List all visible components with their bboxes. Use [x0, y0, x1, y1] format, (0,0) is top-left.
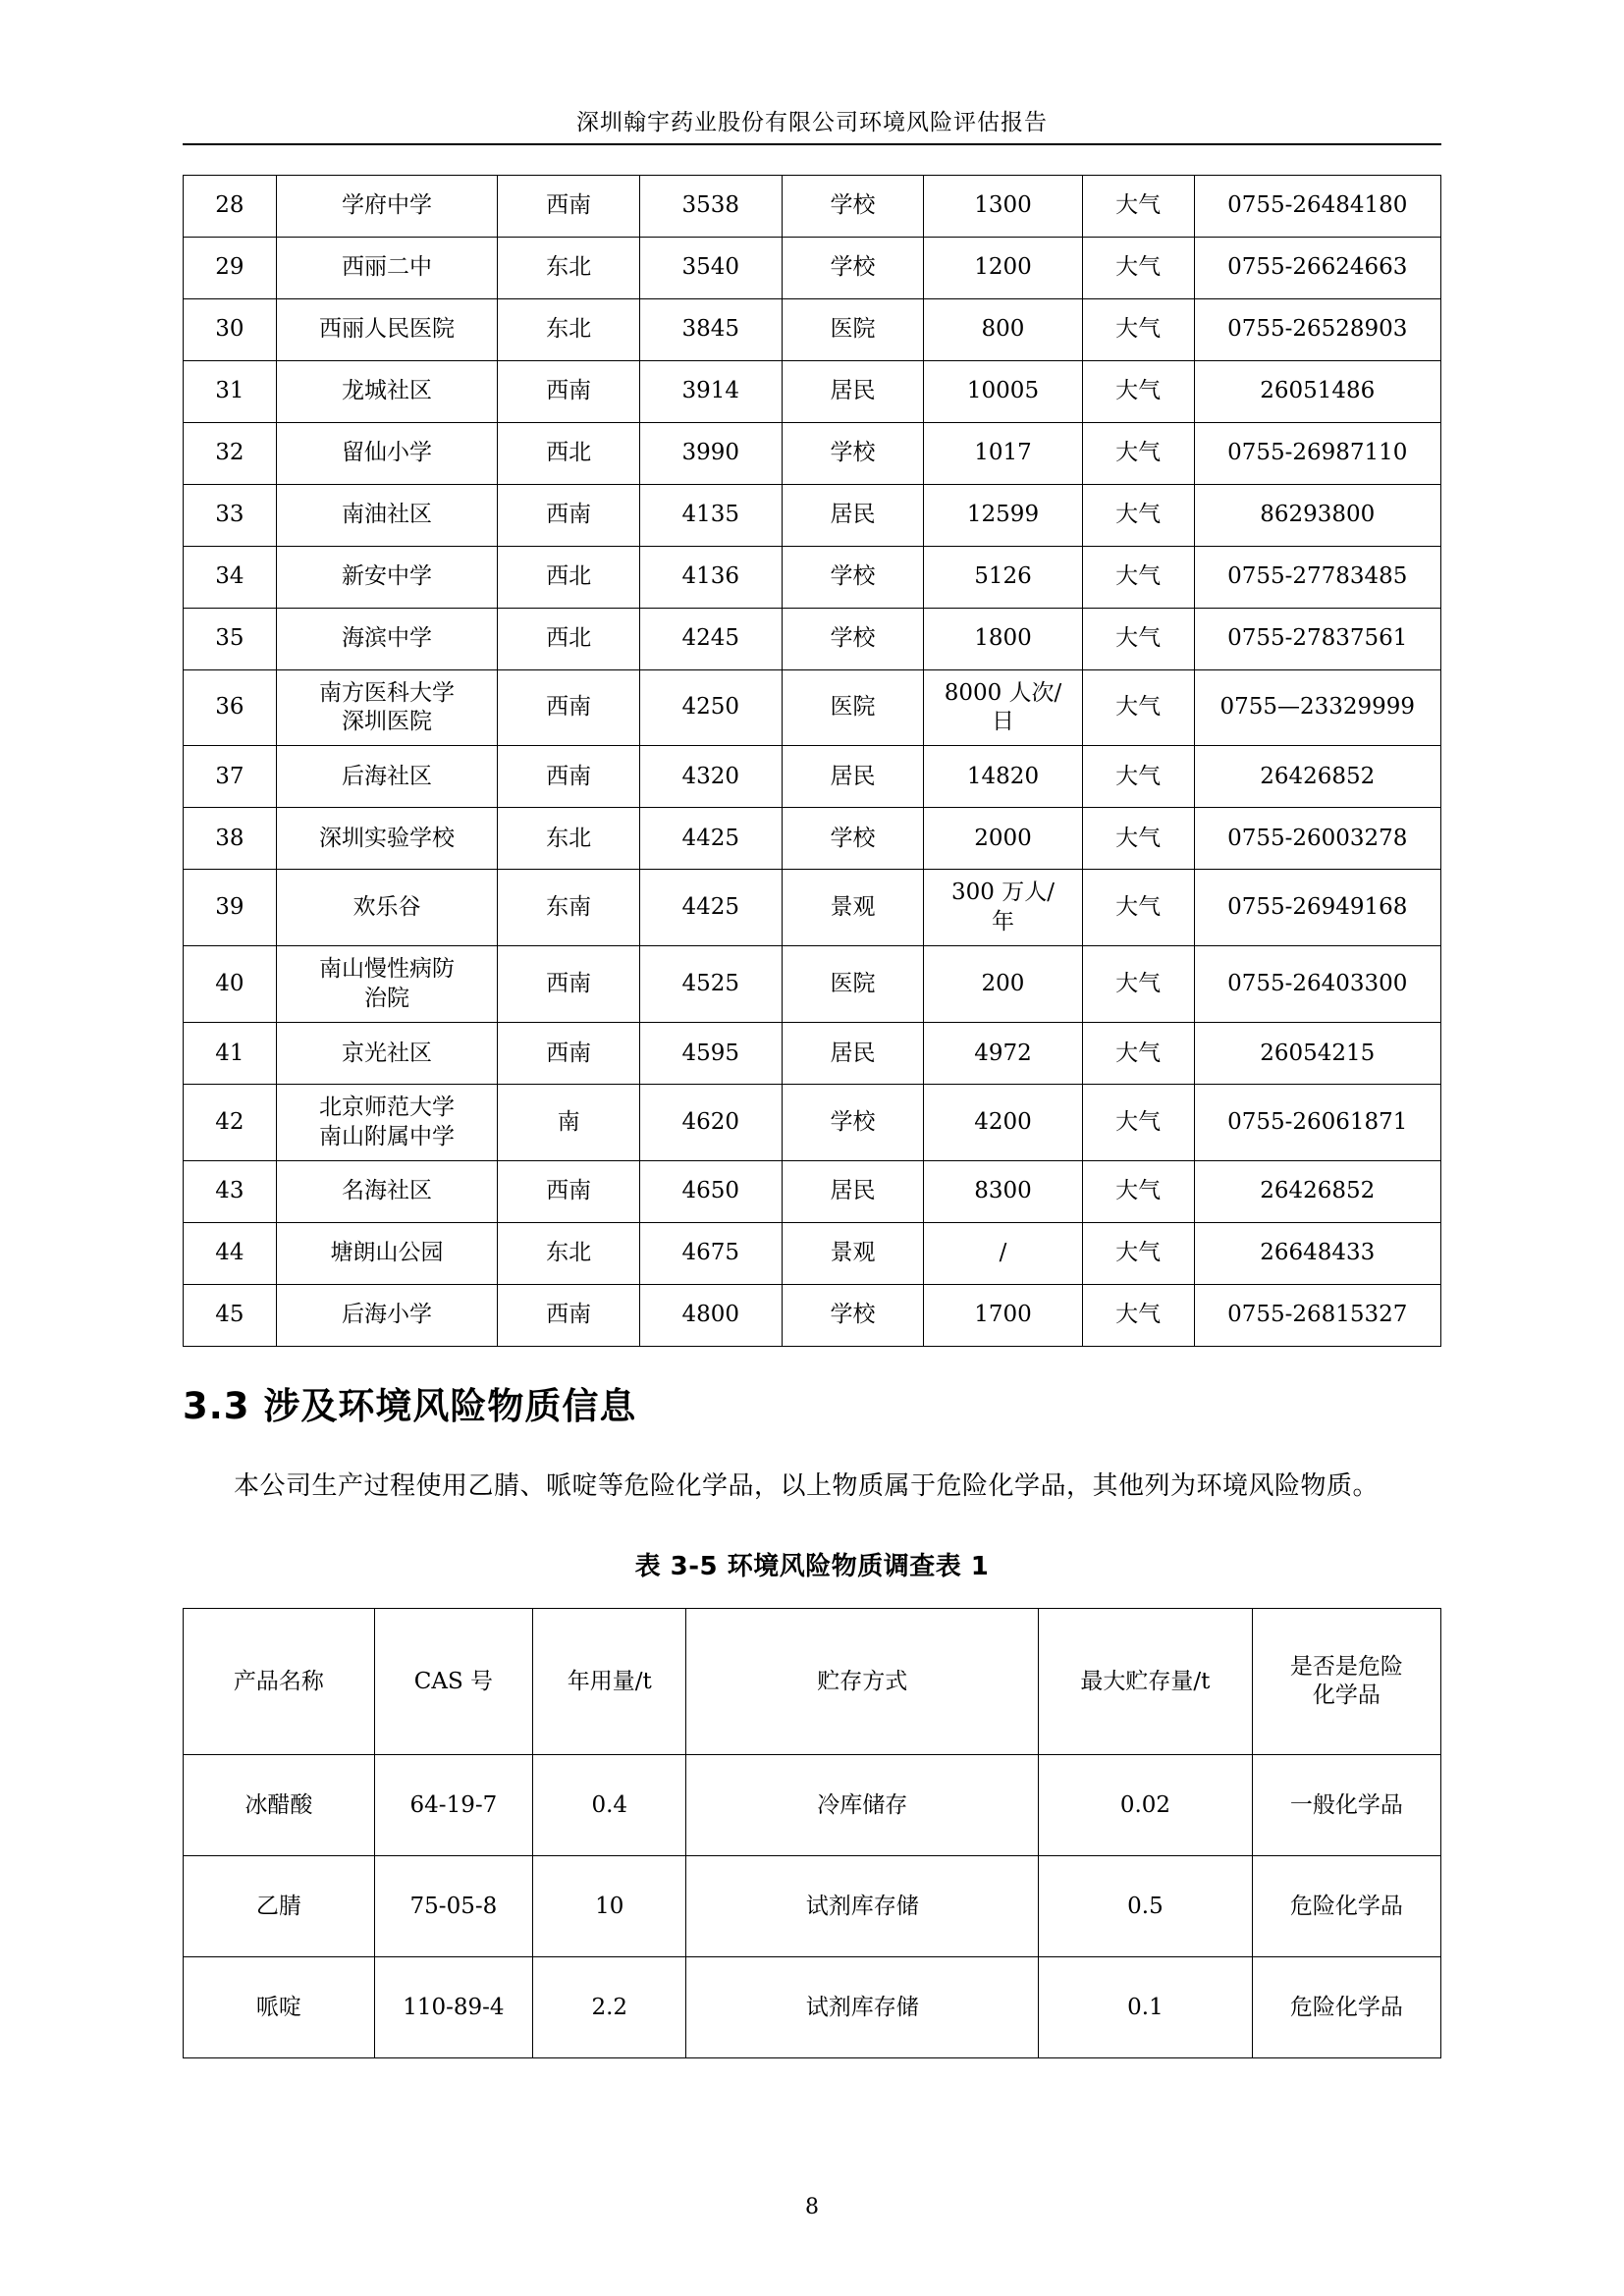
- receptor-name: 海滨中学: [276, 608, 497, 669]
- table-row: [184, 484, 1441, 546]
- receptor-tel: 26426852: [1194, 1161, 1441, 1223]
- receptor-name: 后海小学: [276, 1285, 497, 1347]
- receptor-tel: 26426852: [1194, 746, 1441, 808]
- receptor-direction: 西南: [498, 746, 640, 808]
- receptor-name: 学府中学: [276, 175, 497, 237]
- receptor-distance: 4800: [639, 1285, 782, 1347]
- receptor-direction: 东北: [498, 237, 640, 298]
- receptor-tel: 0755-26403300: [1194, 946, 1441, 1023]
- receptor-medium: 大气: [1082, 175, 1194, 237]
- receptor-medium: 大气: [1082, 1161, 1194, 1223]
- table-row: [184, 669, 1441, 746]
- page-header: [0, 0, 1624, 145]
- table-row: [184, 1755, 1441, 1856]
- row-index: 29: [184, 237, 277, 298]
- cell-max-storage: 0.1: [1039, 1957, 1253, 2058]
- row-index: 45: [184, 1285, 277, 1347]
- header-is-hazardous: 是否是危险 化学品: [1252, 1609, 1440, 1755]
- receptor-medium: 大气: [1082, 1223, 1194, 1285]
- cell-cas-number: 64-19-7: [374, 1755, 532, 1856]
- receptor-distance: 4675: [639, 1223, 782, 1285]
- table-row: [184, 746, 1441, 808]
- receptor-tel: 86293800: [1194, 484, 1441, 546]
- table-row: [184, 298, 1441, 360]
- receptor-direction: 西南: [498, 360, 640, 422]
- receptor-population: 2000: [924, 808, 1082, 870]
- row-index: 43: [184, 1161, 277, 1223]
- receptor-population: 5126: [924, 546, 1082, 608]
- receptor-name: 欢乐谷: [276, 870, 497, 946]
- receptor-medium: 大气: [1082, 298, 1194, 360]
- receptor-name: 西丽人民医院: [276, 298, 497, 360]
- receptor-population: 12599: [924, 484, 1082, 546]
- receptor-tel: 0755-26624663: [1194, 237, 1441, 298]
- cell-annual-use: 0.4: [533, 1755, 686, 1856]
- table-row: [184, 422, 1441, 484]
- receptor-distance: 3540: [639, 237, 782, 298]
- receptor-population: 1800: [924, 608, 1082, 669]
- receptor-medium: 大气: [1082, 360, 1194, 422]
- chem-table-caption: 表 3-5 环境风险物质调查表 1: [634, 1552, 990, 1582]
- cell-cas-number: 75-05-8: [374, 1856, 532, 1957]
- receptor-population: 8300: [924, 1161, 1082, 1223]
- page-number: 8: [805, 2195, 819, 2219]
- receptor-direction: 南: [498, 1085, 640, 1161]
- cell-is-hazardous: 一般化学品: [1252, 1755, 1440, 1856]
- cell-storage-method: 冷库储存: [686, 1755, 1039, 1856]
- header-annual-use: 年用量/t: [533, 1609, 686, 1755]
- table-row: [184, 237, 1441, 298]
- receptor-population: 1700: [924, 1285, 1082, 1347]
- receptor-population: 300 万人/ 年: [924, 870, 1082, 946]
- receptor-medium: 大气: [1082, 1285, 1194, 1347]
- receptor-medium: 大气: [1082, 608, 1194, 669]
- receptor-distance: 3538: [639, 175, 782, 237]
- row-index: 41: [184, 1023, 277, 1085]
- receptor-distance: 3990: [639, 422, 782, 484]
- receptor-distance: 4245: [639, 608, 782, 669]
- receptor-medium: 大气: [1082, 870, 1194, 946]
- cell-is-hazardous: 危险化学品: [1252, 1957, 1440, 2058]
- table-row: [184, 1223, 1441, 1285]
- row-index: 31: [184, 360, 277, 422]
- receptor-population: 800: [924, 298, 1082, 360]
- receptor-name: 京光社区: [276, 1023, 497, 1085]
- cell-is-hazardous: 危险化学品: [1252, 1856, 1440, 1957]
- receptor-population: 14820: [924, 746, 1082, 808]
- receptor-distance: 4320: [639, 746, 782, 808]
- receptor-type: 居民: [782, 746, 924, 808]
- receptor-name: 南山慢性病防 治院: [276, 946, 497, 1023]
- table-row: [184, 946, 1441, 1023]
- receptor-direction: 西南: [498, 1023, 640, 1085]
- receptor-type: 居民: [782, 484, 924, 546]
- row-index: 34: [184, 546, 277, 608]
- row-index: 32: [184, 422, 277, 484]
- table-row: [184, 1856, 1441, 1957]
- receptor-type: 学校: [782, 422, 924, 484]
- receptor-type: 景观: [782, 870, 924, 946]
- receptor-name: 龙城社区: [276, 360, 497, 422]
- receptor-name: 塘朗山公园: [276, 1223, 497, 1285]
- table-header-row: [184, 1609, 1441, 1755]
- receptor-type: 居民: [782, 1161, 924, 1223]
- receptor-distance: 4620: [639, 1085, 782, 1161]
- receptor-name: 深圳实验学校: [276, 808, 497, 870]
- row-index: 44: [184, 1223, 277, 1285]
- receptor-direction: 西南: [498, 669, 640, 746]
- cell-product-name: 冰醋酸: [184, 1755, 375, 1856]
- header-cas-number: CAS 号: [374, 1609, 532, 1755]
- header-title: 深圳翰宇药业股份有限公司环境风险评估报告: [576, 110, 1048, 135]
- cell-annual-use: 2.2: [533, 1957, 686, 2058]
- cell-annual-use: 10: [533, 1856, 686, 1957]
- receptor-direction: 东北: [498, 808, 640, 870]
- receptor-type: 医院: [782, 298, 924, 360]
- cell-product-name: 乙腈: [184, 1856, 375, 1957]
- row-index: 33: [184, 484, 277, 546]
- receptor-direction: 东北: [498, 298, 640, 360]
- receptor-direction: 西北: [498, 422, 640, 484]
- receptor-type: 学校: [782, 808, 924, 870]
- receptor-type: 医院: [782, 946, 924, 1023]
- cell-product-name: 哌啶: [184, 1957, 375, 2058]
- receptor-population: 200: [924, 946, 1082, 1023]
- receptor-type: 学校: [782, 237, 924, 298]
- cell-cas-number: 110-89-4: [374, 1957, 532, 2058]
- receptor-type: 学校: [782, 1285, 924, 1347]
- receptor-type: 学校: [782, 546, 924, 608]
- receptor-tel: 0755-27783485: [1194, 546, 1441, 608]
- receptor-population: 1200: [924, 237, 1082, 298]
- receptor-tel: 0755-26484180: [1194, 175, 1441, 237]
- receptor-population: 1017: [924, 422, 1082, 484]
- header-rule: [183, 143, 1441, 145]
- receptor-tel: 0755-27837561: [1194, 608, 1441, 669]
- receptor-direction: 西南: [498, 946, 640, 1023]
- receptor-distance: 4250: [639, 669, 782, 746]
- page-footer: [0, 2195, 1624, 2219]
- receptor-name: 南油社区: [276, 484, 497, 546]
- row-index: 39: [184, 870, 277, 946]
- receptor-type: 医院: [782, 669, 924, 746]
- environmental-receptor-table: [183, 175, 1441, 1348]
- row-index: 42: [184, 1085, 277, 1161]
- receptor-tel: 0755-26987110: [1194, 422, 1441, 484]
- receptor-tel: 0755-26949168: [1194, 870, 1441, 946]
- receptor-medium: 大气: [1082, 546, 1194, 608]
- table-row: [184, 808, 1441, 870]
- receptor-direction: 西北: [498, 608, 640, 669]
- row-index: 38: [184, 808, 277, 870]
- page-content: [0, 175, 1624, 2059]
- receptor-medium: 大气: [1082, 1085, 1194, 1161]
- receptor-medium: 大气: [1082, 484, 1194, 546]
- receptor-tel: 26054215: [1194, 1023, 1441, 1085]
- receptor-tel: 0755—23329999: [1194, 669, 1441, 746]
- receptor-tel: 0755-26061871: [1194, 1085, 1441, 1161]
- risk-substance-table: [183, 1608, 1441, 2058]
- receptor-direction: 西南: [498, 1285, 640, 1347]
- receptor-population: 1300: [924, 175, 1082, 237]
- receptor-type: 居民: [782, 360, 924, 422]
- receptor-distance: 4595: [639, 1023, 782, 1085]
- receptor-distance: 4136: [639, 546, 782, 608]
- receptor-direction: 东南: [498, 870, 640, 946]
- table-row: [184, 608, 1441, 669]
- receptor-distance: 4650: [639, 1161, 782, 1223]
- header-max-storage: 最大贮存量/t: [1039, 1609, 1253, 1755]
- receptor-medium: 大气: [1082, 1023, 1194, 1085]
- receptor-tel: 0755-26003278: [1194, 808, 1441, 870]
- receptor-direction: 西南: [498, 484, 640, 546]
- row-index: 30: [184, 298, 277, 360]
- receptor-name: 西丽二中: [276, 237, 497, 298]
- row-index: 36: [184, 669, 277, 746]
- cell-max-storage: 0.02: [1039, 1755, 1253, 1856]
- table-row: [184, 1285, 1441, 1347]
- table-row: [184, 546, 1441, 608]
- row-index: 28: [184, 175, 277, 237]
- receptor-population: /: [924, 1223, 1082, 1285]
- receptor-medium: 大气: [1082, 422, 1194, 484]
- receptor-type: 学校: [782, 175, 924, 237]
- header-storage-method: 贮存方式: [686, 1609, 1039, 1755]
- receptor-name: 新安中学: [276, 546, 497, 608]
- header-product-name: 产品名称: [184, 1609, 375, 1755]
- row-index: 35: [184, 608, 277, 669]
- receptor-name: 留仙小学: [276, 422, 497, 484]
- table-row: [184, 1161, 1441, 1223]
- section-paragraph: 本公司生产过程使用乙腈、哌啶等危险化学品，以上物质属于危险化学品，其他列为环境风险物质。: [234, 1471, 1380, 1502]
- receptor-name: 后海社区: [276, 746, 497, 808]
- receptor-direction: 西南: [498, 1161, 640, 1223]
- table-row: [184, 1957, 1441, 2058]
- receptor-type: 景观: [782, 1223, 924, 1285]
- receptor-distance: 3914: [639, 360, 782, 422]
- receptor-type: 学校: [782, 1085, 924, 1161]
- receptor-distance: 4525: [639, 946, 782, 1023]
- receptor-population: 8000 人次/ 日: [924, 669, 1082, 746]
- table-row: [184, 175, 1441, 237]
- receptor-medium: 大气: [1082, 746, 1194, 808]
- receptor-tel: 0755-26528903: [1194, 298, 1441, 360]
- receptor-population: 10005: [924, 360, 1082, 422]
- receptor-direction: 东北: [498, 1223, 640, 1285]
- receptor-distance: 4135: [639, 484, 782, 546]
- receptor-tel: 26648433: [1194, 1223, 1441, 1285]
- receptor-name: 北京师范大学 南山附属中学: [276, 1085, 497, 1161]
- table-row: [184, 1085, 1441, 1161]
- table-row: [184, 1023, 1441, 1085]
- receptor-medium: 大气: [1082, 237, 1194, 298]
- row-index: 40: [184, 946, 277, 1023]
- receptor-medium: 大气: [1082, 808, 1194, 870]
- receptor-medium: 大气: [1082, 946, 1194, 1023]
- receptor-type: 居民: [782, 1023, 924, 1085]
- receptor-distance: 4425: [639, 870, 782, 946]
- row-index: 37: [184, 746, 277, 808]
- receptor-name: 名海社区: [276, 1161, 497, 1223]
- receptor-distance: 4425: [639, 808, 782, 870]
- table-row: [184, 870, 1441, 946]
- receptor-population: 4200: [924, 1085, 1082, 1161]
- receptor-tel: 26051486: [1194, 360, 1441, 422]
- receptor-name: 南方医科大学 深圳医院: [276, 669, 497, 746]
- cell-max-storage: 0.5: [1039, 1856, 1253, 1957]
- cell-storage-method: 试剂库存储: [686, 1856, 1039, 1957]
- table-row: [184, 360, 1441, 422]
- receptor-direction: 西北: [498, 546, 640, 608]
- section-heading: 3.3 涉及环境风险物质信息: [183, 1385, 637, 1428]
- receptor-type: 学校: [782, 608, 924, 669]
- cell-storage-method: 试剂库存储: [686, 1957, 1039, 2058]
- receptor-medium: 大气: [1082, 669, 1194, 746]
- receptor-tel: 0755-26815327: [1194, 1285, 1441, 1347]
- receptor-direction: 西南: [498, 175, 640, 237]
- receptor-distance: 3845: [639, 298, 782, 360]
- receptor-population: 4972: [924, 1023, 1082, 1085]
